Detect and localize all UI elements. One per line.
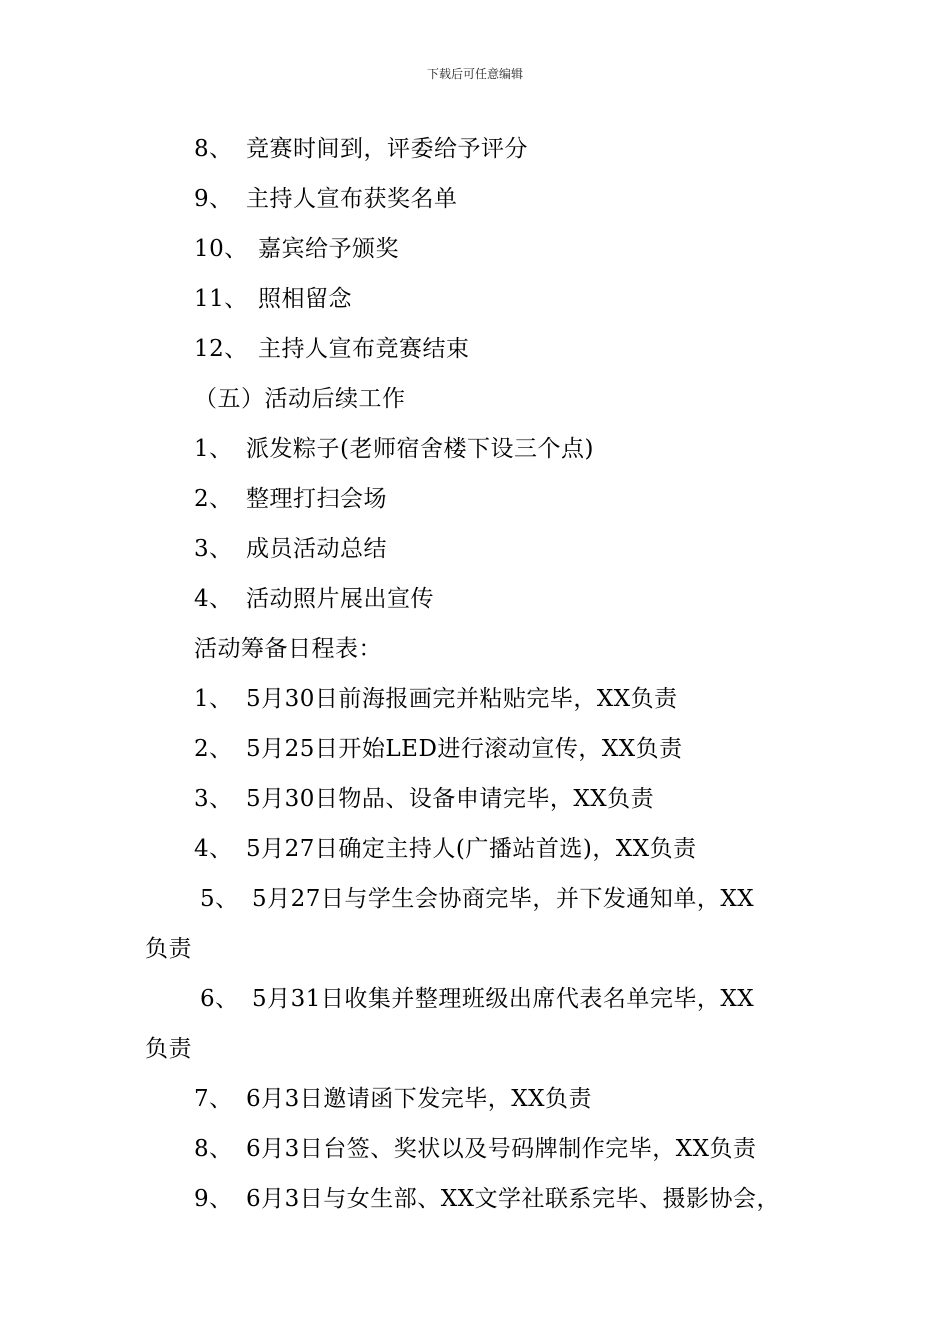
list-item <box>194 484 387 514</box>
section-heading-text: （五）活动后续工作 <box>194 386 406 412</box>
item-number: 2、 <box>194 486 233 512</box>
item-text: 派发粽子(老师宿舍楼下设三个点) <box>246 436 594 462</box>
item-number: 3、 <box>194 786 233 812</box>
list-item-continuation <box>145 1034 192 1064</box>
list-item <box>194 684 678 714</box>
item-text: 5月30日物品、设备申请完毕，XX负责 <box>246 786 655 812</box>
item-text: 照相留念 <box>258 286 352 312</box>
item-number: 5、 <box>200 886 239 912</box>
item-text: 活动照片展出宣传 <box>246 586 434 612</box>
item-text: 整理打扫会场 <box>246 486 387 512</box>
item-number: 9、 <box>194 1186 233 1212</box>
item-text: 6月3日与女生部、XX文学社联系完毕、摄影协会， <box>246 1186 781 1212</box>
list-item <box>194 734 683 764</box>
list-item <box>194 1084 592 1114</box>
list-item <box>194 1134 757 1164</box>
item-text: 5月27日确定主持人(广播站首选)，XX负责 <box>246 836 697 862</box>
item-number: 4、 <box>194 836 233 862</box>
item-number: 7、 <box>194 1086 233 1112</box>
item-number: 11、 <box>194 286 248 312</box>
list-item <box>194 184 458 214</box>
list-item <box>194 784 654 814</box>
section-heading <box>194 634 382 664</box>
item-text: 6月3日台签、奖状以及号码牌制作完毕，XX负责 <box>246 1136 757 1162</box>
list-item <box>200 984 754 1014</box>
list-item <box>194 534 387 564</box>
item-text: 主持人宣布竞赛结束 <box>258 336 470 362</box>
item-text: 竞赛时间到，评委给予评分 <box>246 136 528 162</box>
item-number: 9、 <box>194 186 233 212</box>
list-item <box>200 884 754 914</box>
list-item <box>194 334 470 364</box>
item-text: 负责 <box>145 936 192 962</box>
item-number: 6、 <box>200 986 239 1012</box>
list-item <box>194 434 594 464</box>
item-number: 1、 <box>194 436 233 462</box>
item-number: 4、 <box>194 586 233 612</box>
list-item-continuation <box>145 934 192 964</box>
section-heading <box>194 384 406 414</box>
page-header: 下载后可任意编辑 <box>426 67 523 81</box>
section-heading-text: 活动筹备日程表： <box>194 636 382 662</box>
list-item <box>194 834 697 864</box>
item-text: 5月30日前海报画完并粘贴完毕，XX负责 <box>246 686 678 712</box>
list-item <box>194 234 399 264</box>
list-item <box>194 584 434 614</box>
item-number: 8、 <box>194 136 233 162</box>
item-number: 12、 <box>194 336 248 362</box>
item-text: 5月31日收集并整理班级出席代表名单完毕，XX <box>252 986 755 1012</box>
item-number: 10、 <box>194 236 248 262</box>
item-text: 负责 <box>145 1036 192 1062</box>
item-number: 3、 <box>194 536 233 562</box>
item-text: 主持人宣布获奖名单 <box>246 186 458 212</box>
item-number: 1、 <box>194 686 233 712</box>
item-number: 8、 <box>194 1136 233 1162</box>
item-text: 5月25日开始LED进行滚动宣传，XX负责 <box>246 736 683 762</box>
list-item <box>194 134 528 164</box>
item-text: 5月27日与学生会协商完毕，并下发通知单，XX <box>252 886 755 912</box>
list-item <box>194 284 352 314</box>
item-text: 嘉宾给予颁奖 <box>258 236 399 262</box>
item-number: 2、 <box>194 736 233 762</box>
list-item <box>194 1184 780 1214</box>
item-text: 成员活动总结 <box>246 536 387 562</box>
item-text: 6月3日邀请函下发完毕，XX负责 <box>246 1086 593 1112</box>
